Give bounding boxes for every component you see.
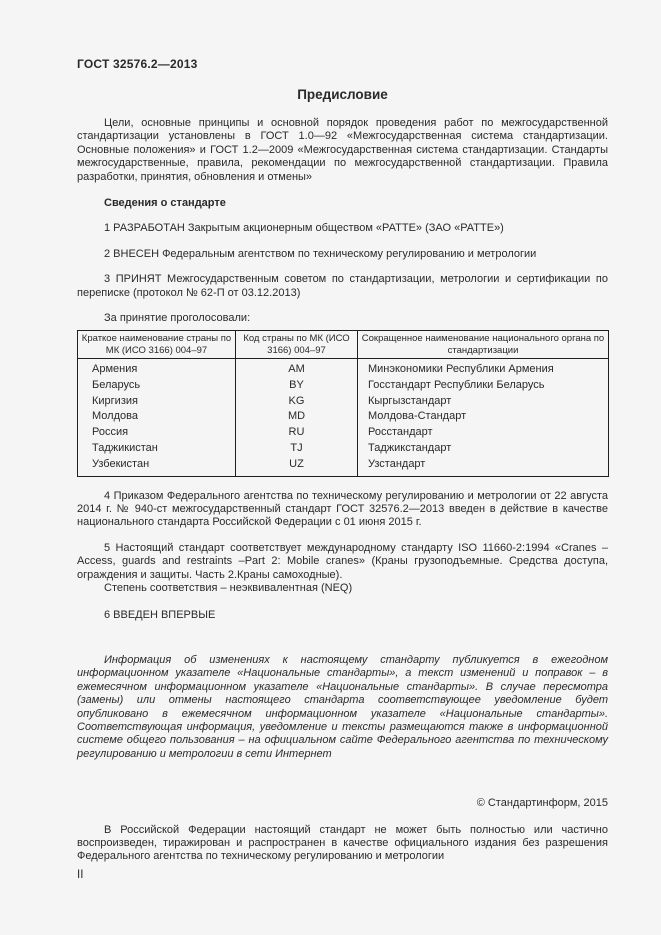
table-row [78, 378, 609, 394]
intro-paragraph: Цели, основные принципы и основной порядок проведения работ по межгосударственной стандартизации установлены в ГОСТ 1.0—92 «Межгосударственная система стандартизации. Основные положения» и ГОСТ 1.2—2009 «Межгосударственная система стандартизации. Стандарты межгосударственные, правила, рекомендации по межгосударственной стандартизации. Правила разработки, принятия, обновления и отмены» [77, 117, 608, 183]
cell-code: BY [236, 378, 358, 394]
cell-code: MD [236, 409, 358, 425]
standard-info-item-3: 3 ПРИНЯТ Межгосударственным советом по стандартизации, метрологии и сертификации по переписке (протокол № 62-П от 03.12.2013) [77, 273, 608, 299]
table-header-row [78, 331, 609, 359]
cell-code: RU [236, 425, 358, 441]
reproduction-restriction: В Российской Федерации настоящий стандарт не может быть полностью или частично воспроизведен, тиражирован и распространен в качестве официального издания без разрешения Федерального агентства по техническому регулированию и метрологии [77, 823, 608, 863]
cell-agency: Кыргызстандарт [358, 394, 609, 410]
cell-code: TJ [236, 441, 358, 457]
cell-country: Армения [78, 359, 236, 378]
amendments-note: Информация об изменениях к настоящему стандарту публикуется в ежегодном информационном указателе «Национальные стандарты», а текст изменений и поправок – в ежемесячном информационном указателе «Национальные стандарты». В случае пересмотра (замены) или отмены настоящего стандарта соответствующее уведомление будет опубликовано в ежемесячном информационном указателе «Национальные стандарты». Соответствующая информация, уведомление и тексты размещаются также в информационной системе общего пользования – на официальном сайте Федерального агентства по техническому регулированию и метрологии в сети Интернет [77, 653, 608, 760]
table-row [78, 425, 609, 441]
standard-info-item-2: 2 ВНЕСЕН Федеральным агентством по техническому регулированию и метрологии [104, 247, 537, 260]
copyright-line: © Стандартинформ, 2015 [476, 797, 608, 810]
column-header-agency: Сокращенное наименование национального органа по стандартизации [358, 331, 609, 359]
table-row [78, 441, 609, 457]
cell-agency: Таджикстандарт [358, 441, 609, 457]
vote-intro-line: За принятие проголосовали: [104, 312, 251, 325]
vote-table-header [78, 331, 609, 359]
cell-country: Беларусь [78, 378, 236, 394]
cell-agency: Минэкономики Республики Армения [358, 359, 609, 378]
cell-agency: Молдова-Стандарт [358, 409, 609, 425]
cell-country: Таджикистан [78, 441, 236, 457]
section-heading-standard-info: Сведения о стандарте [104, 197, 226, 210]
cell-code: AM [236, 359, 358, 378]
page-title: Предисловие [297, 87, 388, 102]
cell-agency: Росстандарт [358, 425, 609, 441]
table-row [78, 457, 609, 476]
cell-agency: Госстандарт Республики Беларусь [358, 378, 609, 394]
cell-country: Россия [78, 425, 236, 441]
cell-code: UZ [236, 457, 358, 476]
adoption-item-5: 5 Настоящий стандарт соответствует международному стандарту ISO 11660-2:1994 «Cranes – Access, guards and restraints –Part 2: Mobile cranes» (Краны грузоподъемные. Средства доступа, ограждения и защиты. Часть 2.Краны самоходные). [77, 541, 608, 581]
standard-info-item-1: 1 РАЗРАБОТАН Закрытым акционерным обществом «РАТТЕ» (ЗАО «РАТТЕ») [104, 222, 504, 235]
page-number: II [77, 868, 84, 881]
cell-country: Узбекистан [78, 457, 236, 476]
vote-table [77, 330, 609, 476]
cell-agency: Узстандарт [358, 457, 609, 476]
column-header-country: Краткое наименование страны по МК (ИСО 3166) 004–97 [78, 331, 236, 359]
table-row [78, 394, 609, 410]
table-row [78, 409, 609, 425]
column-header-code: Код страны по МК (ИСО 3166) 004–97 [236, 331, 358, 359]
cell-country: Молдова [78, 409, 236, 425]
doc-number: ГОСТ 32576.2—2013 [77, 57, 198, 71]
adoption-item-6: 6 ВВЕДЕН ВПЕРВЫЕ [104, 609, 216, 622]
cell-country: Киргизия [78, 394, 236, 410]
degree-of-conformity-line: Степень соответствия – неэквивалентная (NEQ) [104, 582, 353, 595]
cell-code: KG [236, 394, 358, 410]
table-row [78, 359, 609, 378]
adoption-item-4: 4 Приказом Федерального агентства по техническому регулированию и метрологии от 22 августа 2014 г. № 940-ст межгосударственный стандарт ГОСТ 32576.2—2013 введен в действие в качестве национального стандарта Российской Федерации с 01 июня 2015 г. [77, 489, 608, 529]
